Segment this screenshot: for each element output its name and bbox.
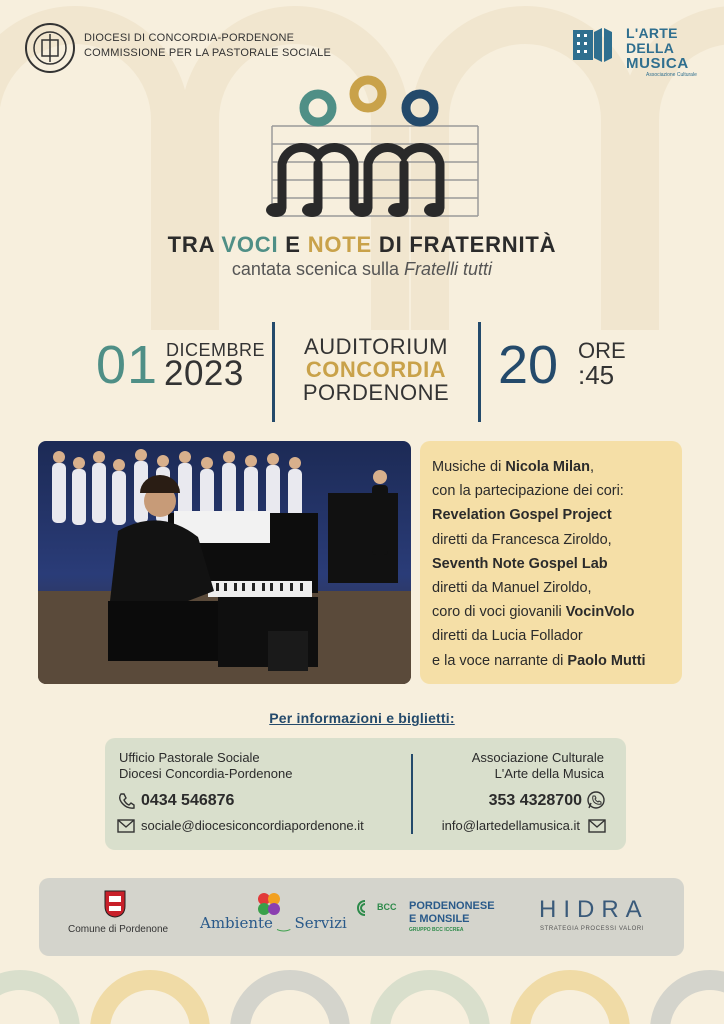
credit-line7: coro di voci giovanili VocinVolo — [432, 604, 635, 621]
info-left-name — [119, 750, 292, 782]
composer-name: Nicola Milan — [505, 459, 590, 475]
choir-seventh-note: Seventh Note Gospel Lab — [432, 555, 608, 572]
venue-line3: PORDENONE — [302, 380, 450, 405]
event-subtitle — [0, 259, 724, 280]
event-day: 01 — [96, 335, 159, 395]
sponsors-bar — [39, 878, 684, 956]
bcc-sub: GRUPPO BCC ICCREA — [409, 927, 464, 933]
mail-icon — [117, 819, 135, 833]
left-email[interactable]: sociale@diocesiconcordiapordenone.it — [141, 818, 364, 833]
credit-line6: diretti da Manuel Ziroldo, — [432, 580, 592, 597]
event-title — [0, 232, 724, 258]
right-email[interactable]: info@lartedellamusica.it — [441, 818, 580, 833]
event-minutes: :45 — [578, 360, 615, 390]
servizi-word: Servizi — [294, 914, 347, 932]
choir-vocinvolo: VocinVolo — [565, 604, 635, 621]
hidra-sub: STRATEGIA PROCESSI VALORI — [540, 926, 645, 932]
brand-subtitle: Associazione Culturale — [646, 72, 697, 78]
info-title: Per informazioni e biglietti: — [269, 710, 455, 726]
comune-crest-icon — [104, 890, 126, 918]
info-right-line1: Associazione Culturale — [471, 750, 604, 765]
bcc-short: BCC — [377, 902, 397, 912]
bcc-logo-icon — [357, 900, 373, 916]
credit-line8: diretti da Lucia Follador — [432, 628, 583, 645]
right-phone-number[interactable]: 353 4328700 — [488, 792, 582, 809]
brand-line2: MUSICA — [626, 55, 689, 72]
info-right-name — [472, 750, 604, 782]
bcc-line1: PORDENONESE — [409, 900, 495, 912]
title-part2: E — [278, 232, 308, 257]
event-ore-label: ORE — [578, 338, 626, 363]
bcc-line2: E MONSILE — [409, 913, 470, 925]
phone-icon — [117, 792, 135, 810]
credit-line2: con la partecipazione dei cori: — [432, 483, 624, 500]
diocese-line2: COMMISSIONE PER LA PASTORALE SOCIALE — [84, 47, 332, 59]
credit-line1: Musiche di Nicola Milan, — [432, 459, 594, 475]
brand-line1: L'ARTE DELLA — [626, 25, 678, 56]
title-part1: TRA — [167, 232, 222, 257]
sponsor-comune: Comune di Pordenone — [68, 924, 169, 935]
title-voci: VOCI — [221, 232, 279, 257]
info-divider — [411, 754, 413, 834]
sponsor-bcc — [409, 900, 495, 935]
title-note: NOTE — [307, 232, 372, 257]
credit-line9: e la voce narrante di Paolo Mutti — [432, 652, 646, 669]
diocese-name — [84, 31, 331, 61]
event-year: 2023 — [164, 354, 244, 393]
concert-photo — [38, 441, 411, 684]
title-part3: DI FRATERNITÀ — [372, 232, 557, 257]
left-phone-number[interactable]: 0434 546876 — [141, 792, 235, 809]
info-right-line2: L'Arte della Musica — [494, 766, 604, 781]
subtitle-main: cantata scenica sulla — [231, 259, 405, 279]
sponsor-ambiente: Ambiente ‿ Servizi — [200, 914, 347, 932]
event-venue — [278, 335, 474, 404]
venue-line1: AUDITORIUM — [304, 334, 448, 359]
choir-revelation: Revelation Gospel Project — [432, 507, 612, 524]
music-staff-logo — [240, 72, 490, 232]
venue-line2: CONCORDIA — [305, 357, 447, 382]
credits-box — [420, 441, 682, 684]
mail-icon — [588, 819, 606, 833]
whatsapp-icon — [586, 790, 606, 810]
sponsor-hidra: HIDRA — [539, 896, 649, 923]
credit-line4: diretti da Francesca Ziroldo, — [432, 531, 612, 548]
info-left-line2: Diocesi Concordia-Pordenone — [119, 766, 293, 781]
diocese-line1: DIOCESI DI CONCORDIA-PORDENONE — [84, 32, 295, 44]
separator-right — [478, 322, 481, 422]
brand-logo — [626, 26, 724, 78]
info-left-line1: Ufficio Pastorale Sociale — [119, 750, 260, 765]
narrator-name: Paolo Mutti — [567, 652, 646, 669]
diocese-seal-icon — [24, 22, 76, 74]
accordion-icon — [572, 26, 620, 64]
event-month: DICEMBRE — [166, 340, 266, 360]
separator-left — [272, 322, 275, 422]
subtitle-italic: Fratelli tutti — [404, 259, 493, 279]
event-hour: 20 — [498, 335, 559, 395]
info-box — [105, 738, 626, 850]
ambiente-word: Ambiente — [200, 914, 273, 932]
